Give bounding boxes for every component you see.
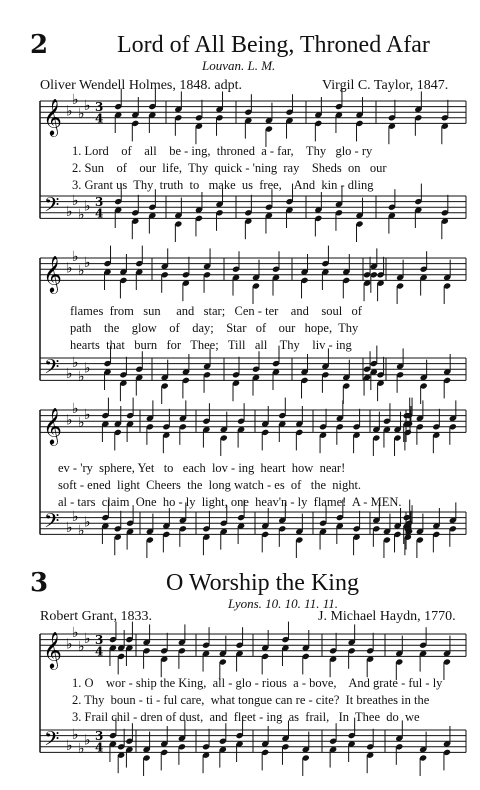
flat-icon: ♭	[66, 738, 73, 754]
lyric-line: path the glow of day; Star of our hope, Thy	[70, 321, 359, 335]
flat-icon: ♭	[78, 106, 85, 123]
flat-icon: ♭	[84, 406, 91, 423]
flat-icon: ♭	[84, 514, 91, 531]
flat-icon: ♭	[66, 412, 73, 429]
tune-name: Lyons. 10. 10. 11. 11.	[228, 596, 338, 611]
bass-clef-icon: 𝄢	[44, 508, 60, 537]
flat-icon: ♭	[84, 360, 91, 377]
author-credit: Oliver Wendell Holmes, 1848. adpt.	[40, 78, 242, 93]
flat-icon: ♭	[84, 97, 91, 114]
treble-clef-icon: 𝄞	[43, 254, 62, 293]
treble-clef-icon: 𝄞	[43, 630, 62, 669]
time-signature: 4	[95, 206, 104, 221]
hymn-title: Lord of All Being, Throned Afar	[117, 32, 430, 58]
flat-icon: ♭	[66, 636, 73, 653]
time-signature: 3	[95, 100, 104, 115]
flat-icon: ♭	[66, 260, 73, 277]
time-signature: 3	[95, 729, 104, 744]
flat-icon: ♭	[72, 92, 79, 109]
treble-clef-icon: 𝄞	[43, 406, 62, 445]
flat-icon: ♭	[72, 401, 79, 418]
time-signature: 4	[95, 740, 104, 755]
time-signature: 4	[95, 644, 104, 659]
flat-icon: ♭	[84, 732, 91, 749]
tune-name: Louvan. L. M.	[202, 58, 276, 73]
hymn-title: O Worship the King	[166, 570, 359, 596]
flat-icon: ♭	[72, 508, 79, 525]
flat-icon: ♭	[78, 263, 85, 280]
flat-icon: ♭	[66, 204, 73, 220]
flat-icon: ♭	[84, 198, 91, 215]
lyric-line: flames from sun and star; Cen - ter and soul of	[70, 304, 362, 318]
bass-clef-icon: 𝄢	[44, 192, 60, 221]
flat-icon: ♭	[72, 726, 79, 743]
author-credit: Robert Grant, 1833.	[40, 609, 152, 624]
lyric-line: al - tars claim One ho - ly light, one heav'n - ly flame! A - MEN.	[58, 495, 402, 509]
flat-icon: ♭	[78, 368, 85, 385]
time-signature: 3	[95, 633, 104, 648]
time-signature: 4	[95, 111, 104, 126]
flat-icon: ♭	[78, 206, 85, 223]
hymn-number: 3	[30, 568, 49, 598]
hymn-number: 2	[30, 30, 49, 60]
lyric-line: 1. Lord of all be - ing, throned a - far, Thy glo - ry	[72, 144, 373, 158]
lyric-line: 3. Grant us Thy truth to make us free, And kin - dling	[72, 178, 374, 192]
flat-icon: ♭	[78, 639, 85, 656]
flat-icon: ♭	[84, 254, 91, 271]
composer-credit: J. Michael Haydn, 1770.	[318, 609, 456, 624]
time-signature: 3	[95, 195, 104, 210]
flat-icon: ♭	[72, 625, 79, 642]
flat-icon: ♭	[66, 520, 73, 536]
treble-clef-icon: 𝄞	[43, 97, 62, 136]
lyric-line: 1. O wor - ship the King, all - glo - rious a - bove, And grate - ful - ly	[72, 676, 443, 690]
flat-icon: ♭	[78, 415, 85, 432]
lyric-line: hearts that burn for Thee; Till all Thy liv - ing	[70, 338, 352, 352]
lyric-line: soft - ened light Cheers the long watch - es of the night.	[58, 478, 362, 492]
lyric-line: ev - 'ry sphere, Yet to each lov - ing heart how near!	[58, 461, 346, 475]
flat-icon: ♭	[72, 354, 79, 371]
flat-icon: ♭	[72, 249, 79, 266]
composer-credit: Virgil C. Taylor, 1847.	[322, 78, 449, 93]
flat-icon: ♭	[66, 103, 73, 120]
lyric-line: 3. Frail chil - dren of dust, and fleet - ing as frail, In Thee do we	[72, 710, 420, 724]
flat-icon: ♭	[72, 192, 79, 209]
flat-icon: ♭	[66, 366, 73, 382]
lyric-line: 2. Sun of our life, Thy quick - 'ning ray Sheds on our	[72, 161, 387, 175]
flat-icon: ♭	[84, 630, 91, 647]
bass-clef-icon: 𝄢	[44, 726, 60, 755]
lyric-line: 2. Thy boun - ti - ful care, what tongue can re - cite? It breathes in the	[72, 693, 430, 707]
bass-clef-icon: 𝄢	[44, 354, 60, 383]
flat-icon: ♭	[78, 522, 85, 539]
flat-icon: ♭	[78, 740, 85, 757]
